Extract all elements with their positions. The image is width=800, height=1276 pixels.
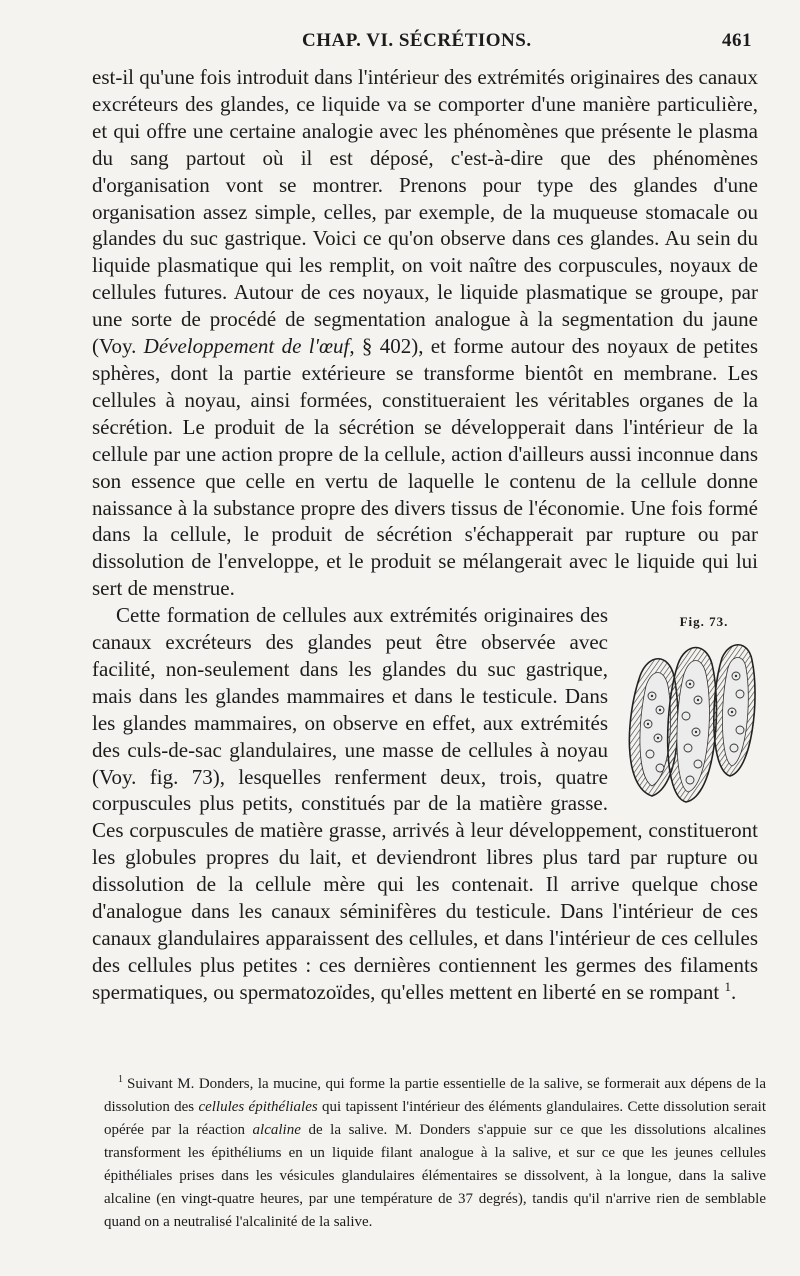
footnote-italic-b: alcaline: [252, 1122, 301, 1138]
footnote-italic-a: cellules épithéliales: [198, 1099, 318, 1115]
body-text: [92, 64, 758, 1006]
page-header: [0, 28, 800, 58]
paragraph-1-text-a: est-il qu'une fois introduit dans l'intérieur des extrémités originaires des canaux excréteurs des glandes, ce liquide va se comporter d'une manière particulière, et qui offre une certaine analogie avec les phénomènes que présente le plasma du sang partout où il est déposé, c'est-à-dire que des phénomènes d'organisation vont se montrer. Prenons pour type des glandes d'une organisation assez simple, celles, par exemple, de la muqueuse stomacale ou glandes du suc gastrique. Voici ce qu'on observe dans ces glandes. Au sein du liquide plasmatique qui les remplit, on voit naître des corpuscules, noyaux de cellules futures. Autour de ces noyaux, le liquide plasmatique se groupe, par une sorte de procédé de segmentation analogue à la segmentation du jaune (Voy.: [92, 65, 758, 359]
paragraph-1: [92, 64, 758, 602]
figure-73: [618, 606, 766, 794]
figure-caption: Fig. 73.: [679, 614, 729, 630]
running-head: CHAP. VI. SÉCRÉTIONS.: [302, 30, 532, 51]
footnote-text-c: de la salive. M. Donders s'appuie sur ce que les dissolutions alcalines transforment les épithéliums en un liquide filant analogue à la salive, et sur ce que les jeunes cellules épithéliales prises dans les vésicules glandulaires élémentaires se dissolvent, à la longue, dans la salive alcaline (en vingt-quatre heures, par une température de 37 degrés), tandis qu'il n'arrive rien de semblable quand on a neutralisé l'alcalinité de la salive.: [104, 1122, 767, 1230]
gland-lobule-center: [668, 648, 717, 803]
gland-lobule-right: [714, 645, 755, 776]
paragraph-1-text-b: , § 402), et forme autour des noyaux de petites sphères, dont la partie extérieure se transforme bientôt en membrane. Les cellules à noyau, ainsi formées, constitueraient les véritables organes de la sécrétion. Le produit de la sécrétion se développerait dans l'intérieur de la cellule par une action propre de la cellule, action d'ailleurs aussi inconnue dans son essence que celle en vertu de laquelle le contenu de la cellule donne naissance à la substance propre des divers tissus de l'économie. Une fois formé dans la cellule, le produit de sécrétion s'échapperait par rupture ou par dissolution de l'enveloppe, et le produit se mélangerait avec le liquide qui lui sert de menstrue.: [92, 334, 759, 601]
page-number: 461: [722, 30, 752, 51]
mammary-gland-illustration: [622, 636, 762, 804]
footnote-text-b: qui tapissent l'intérieur des éléments glandulaires. Cette dissolution serait opérée par la réaction: [104, 1099, 767, 1138]
paragraph-2-end: .: [730, 979, 737, 1004]
paragraph-1-italic: Développement de l'œuf: [143, 334, 350, 359]
paragraph-2: [92, 602, 758, 1006]
footnote-reference[interactable]: 1: [724, 978, 731, 994]
footnote-text-a: Suivant M. Donders, la mucine, qui forme la partie essentielle de la salive, se formerait aux dépens de la dissolution des: [104, 1076, 766, 1115]
footnote-marker: 1: [118, 1074, 123, 1085]
footnote: [104, 1073, 766, 1234]
paragraph-2-text: Cette formation de cellules aux extrémités originaires des canaux excréteurs des glandes peut être observée avec facilité, non-seulement dans les glandes du suc gastrique, mais dans les glandes mammaires et dans le testicule. Dans les glandes mammaires, on observe en effet, aux extrémités des culs-de-sac glandulaires, une masse de cellules à noyau (Voy. fig. 73), lesquelles renferment deux, trois, quatre corpuscules plus petits, constitués par de la matière grasse. Ces corpuscules de matière grasse, arrivés à leur développement, constitueront les globules propres du lait, et deviendront libres plus tard par rupture ou dissolution de la cellule mère qui les contenait. Il arrive quelque chose d'analogue dans les canaux séminifères du testicule. Dans l'intérieur de ces canaux glandulaires apparaissent des cellules, et dans l'intérieur de ces cellules des cellules plus petites : ces dernières contiennent les germes des filaments spermatiques, ou spermatozoïdes, qu'elles mettent en liberté en se rompant: [92, 603, 758, 1004]
